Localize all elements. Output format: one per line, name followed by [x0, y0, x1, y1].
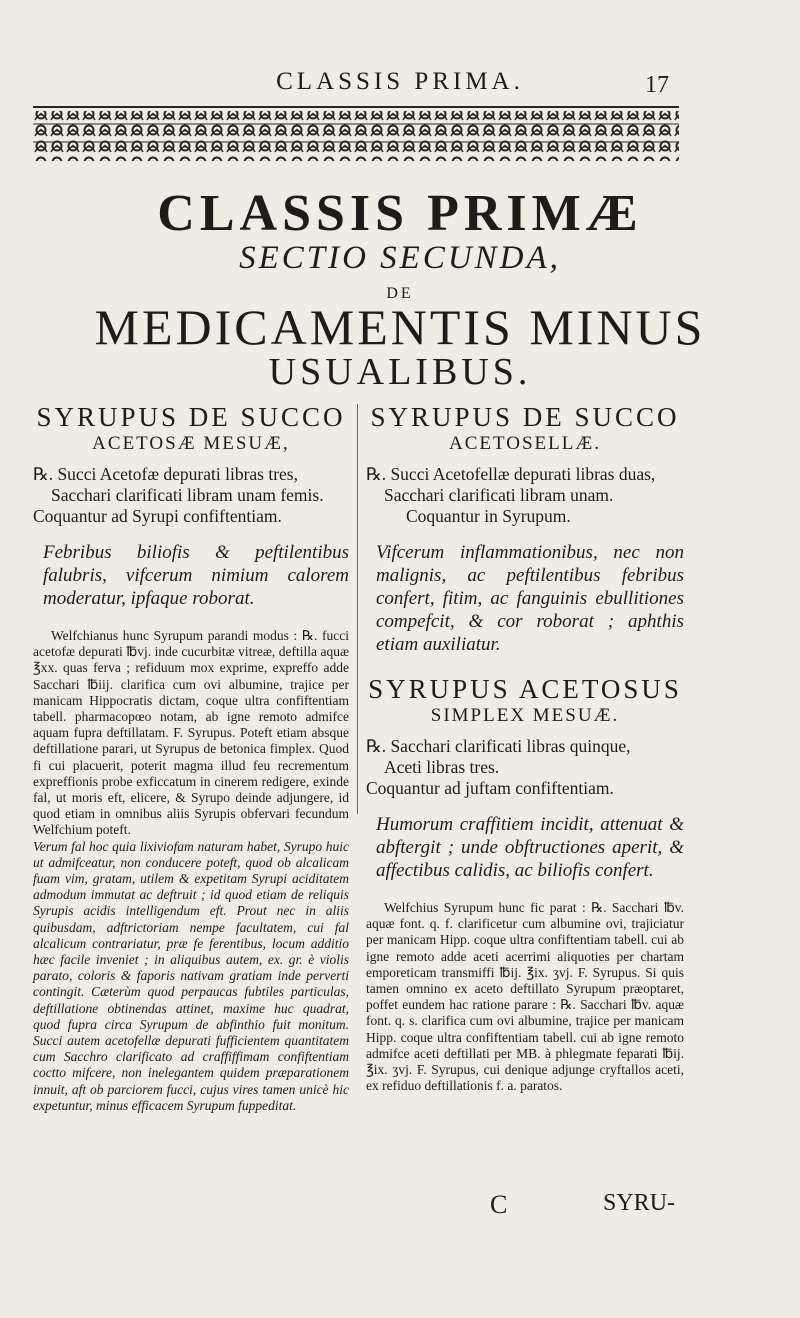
- de-line: DE: [386, 285, 414, 302]
- recipe-line: Coquantur ad Syrupi confiftentiam.: [33, 506, 282, 526]
- virtue-text: Vifcerum inflammationibus, nec non malignis, ac peftilentibus febribus confert, fitim, ac fanguinis ebullitiones compefcit, & cor roborat ; aphthis etiam auxiliatur.: [376, 542, 684, 655]
- right-column: [366, 402, 684, 1094]
- recipe-heading: SYRUPUS DE SUCCO: [370, 402, 680, 432]
- recipe-line: Sacchari clarificati libram unam.: [384, 485, 614, 505]
- running-head: CLASSIS PRIMA.: [276, 68, 524, 95]
- recipe-subheading: ACETOSÆ MESUÆ,: [92, 433, 290, 454]
- column-divider: [357, 404, 358, 814]
- recipe-line: Sacchari clarificati libram unam femis.: [51, 485, 324, 505]
- recipe-line: ℞. Succi Acetofellæ depurati libras duas,: [366, 464, 656, 484]
- virtue-text: Febribus biliofis & peftilentibus falubris, vifcerum nimium calorem moderatur, ipfaque roborat.: [43, 542, 349, 609]
- left-column: [33, 402, 349, 1114]
- recipe-line: ℞. Sacchari clarificati libras quinque,: [366, 736, 631, 756]
- recipe-line: Coquantur in Syrupum.: [406, 506, 571, 526]
- commentary-italic-text: Verum fal hoc quia lixiviofam naturam habet, Syrupo huic ut admifceatur, non conducere poteft, quod ob alcalicam fuam vim, gratam, utilem & expetitam Syrupi aciditatem admodum immutat ac deftruit ; id quod etiam de reliquis Syrupis acidis intelligendum eft. Prout nec in aliis quibusdam, adftrictoriam nempe facultatem, cui fal alcalicum contrariatur, præ fe ferentibus, locum additio hæc facile inveniet ; in aliquibus autem, ex. gr. è violis parato, coloris & faporis nativam gratiam inde perverti contingit. Cæterùm quod perpaucas fubtiles particulas, deftillatione obtinendas attinet, maxime huc quadrat, quod fupra circa Syrupum de abfinthio fuit monitum. Succi autem acetofellæ depurati fufficientem quantitatem cum Sacchro clarificato ad craffiffimam confiftentiam coctto mifcere, non inelegantem quidem præparationem innuit, aft ob parciorem fucci, cujus vires tamen unicè hic expetuntur, minus efficacem Syrupum fuppeditat.: [33, 838, 349, 1113]
- commentary-text: Welfchius Syrupum hunc fic parat : ℞. Sacchari ℔v. aquæ font. q. f. clarificetur cum albumine ovi, trajiciatur per manicam Hipp. coque ultra confiftentiam tabell. cui ab igne remoto adde aceti acerrimi aliquoties per chartam emporeticam transmiffi ℔ij. ℥ix. ʒvj. F. Syrupus. Si quis tamen omnino ex aceto deftillato Syrupum præoptaret, poffet eundem hac ratione parare : ℞. Sacchari ℔v. aquæ font. q. s. clarifica cum ovi albumine, trajice per manicam Hipp. coque ultra confiftentiam tabell. cui ab igne remoto admifce aceti deftillati per MB. à phlegmate feparati ℔ij. ℥ix. ʒvj. F. Syrupus, cui denique adjunge cryftallos aceti, ex refiduo deftillationis f. a. paratos.: [366, 900, 684, 1094]
- signature-mark: C: [490, 1190, 508, 1219]
- recipe-line: Aceti libras tres.: [384, 757, 500, 777]
- section-title: SECTIO SECUNDA,: [239, 240, 561, 276]
- virtue-text: Humorum craffitiem incidit, attenuat & abftergit ; unde obftructiones aperit, & affectibus calidis, ac biliofis confert.: [376, 814, 684, 881]
- main-title-line-1: MEDICAMENTIS MINUS: [94, 299, 706, 355]
- recipe-line: ℞. Succi Acetofæ depurati libras tres,: [33, 464, 298, 484]
- recipe-heading: SYRUPUS ACETOSUS: [368, 674, 682, 704]
- recipe-heading: SYRUPUS DE SUCCO: [36, 402, 346, 432]
- recipe-subheading: ACETOSELLÆ.: [448, 433, 601, 454]
- recipe-block: [366, 736, 684, 799]
- ornamental-band: [33, 106, 679, 164]
- class-title: CLASSIS PRIMÆ: [157, 185, 643, 242]
- page-number: 17: [645, 72, 669, 98]
- main-title-line-2: USUALIBUS.: [268, 351, 532, 393]
- recipe-block: [366, 464, 684, 527]
- recipe-block: [33, 464, 349, 527]
- recipe-subheading: SIMPLEX MESUÆ.: [430, 705, 620, 726]
- commentary-text: Welfchianus hunc Syrupum parandi modus : ℞. fucci acetofæ depurati ℔vj. inde cucurbitæ vitreæ, deftilla aquæ ℥xx. quas ferva ; refiduum mox exprime, expreffo adde Sacchari ℔iij. clarifica cum ovi albumine, trajice per manicam Hippocratis dictam, coque ultra confiftentiam tabell. pharmacopœo notam, ab igne remoto admifce aquam fupra deftillatam. F. Syrupus. Poteft etiam absque deftillatione parari, ut Syrupus de betonica fimplex. Quod fi cui placuerit, poterit magma illud feu recrementum expreffionis probe exficcatum in cinerem redigere, exinde fal, ut moris eft, elicere, & Syrupo deinde adjungere, id quod etiam in omnibus aliis Syrupis obfervari fecundum Welfchium poteft.: [33, 628, 349, 838]
- recipe-line: Coquantur ad juftam confiftentiam.: [366, 778, 614, 798]
- catchword: SYRU-: [603, 1190, 676, 1216]
